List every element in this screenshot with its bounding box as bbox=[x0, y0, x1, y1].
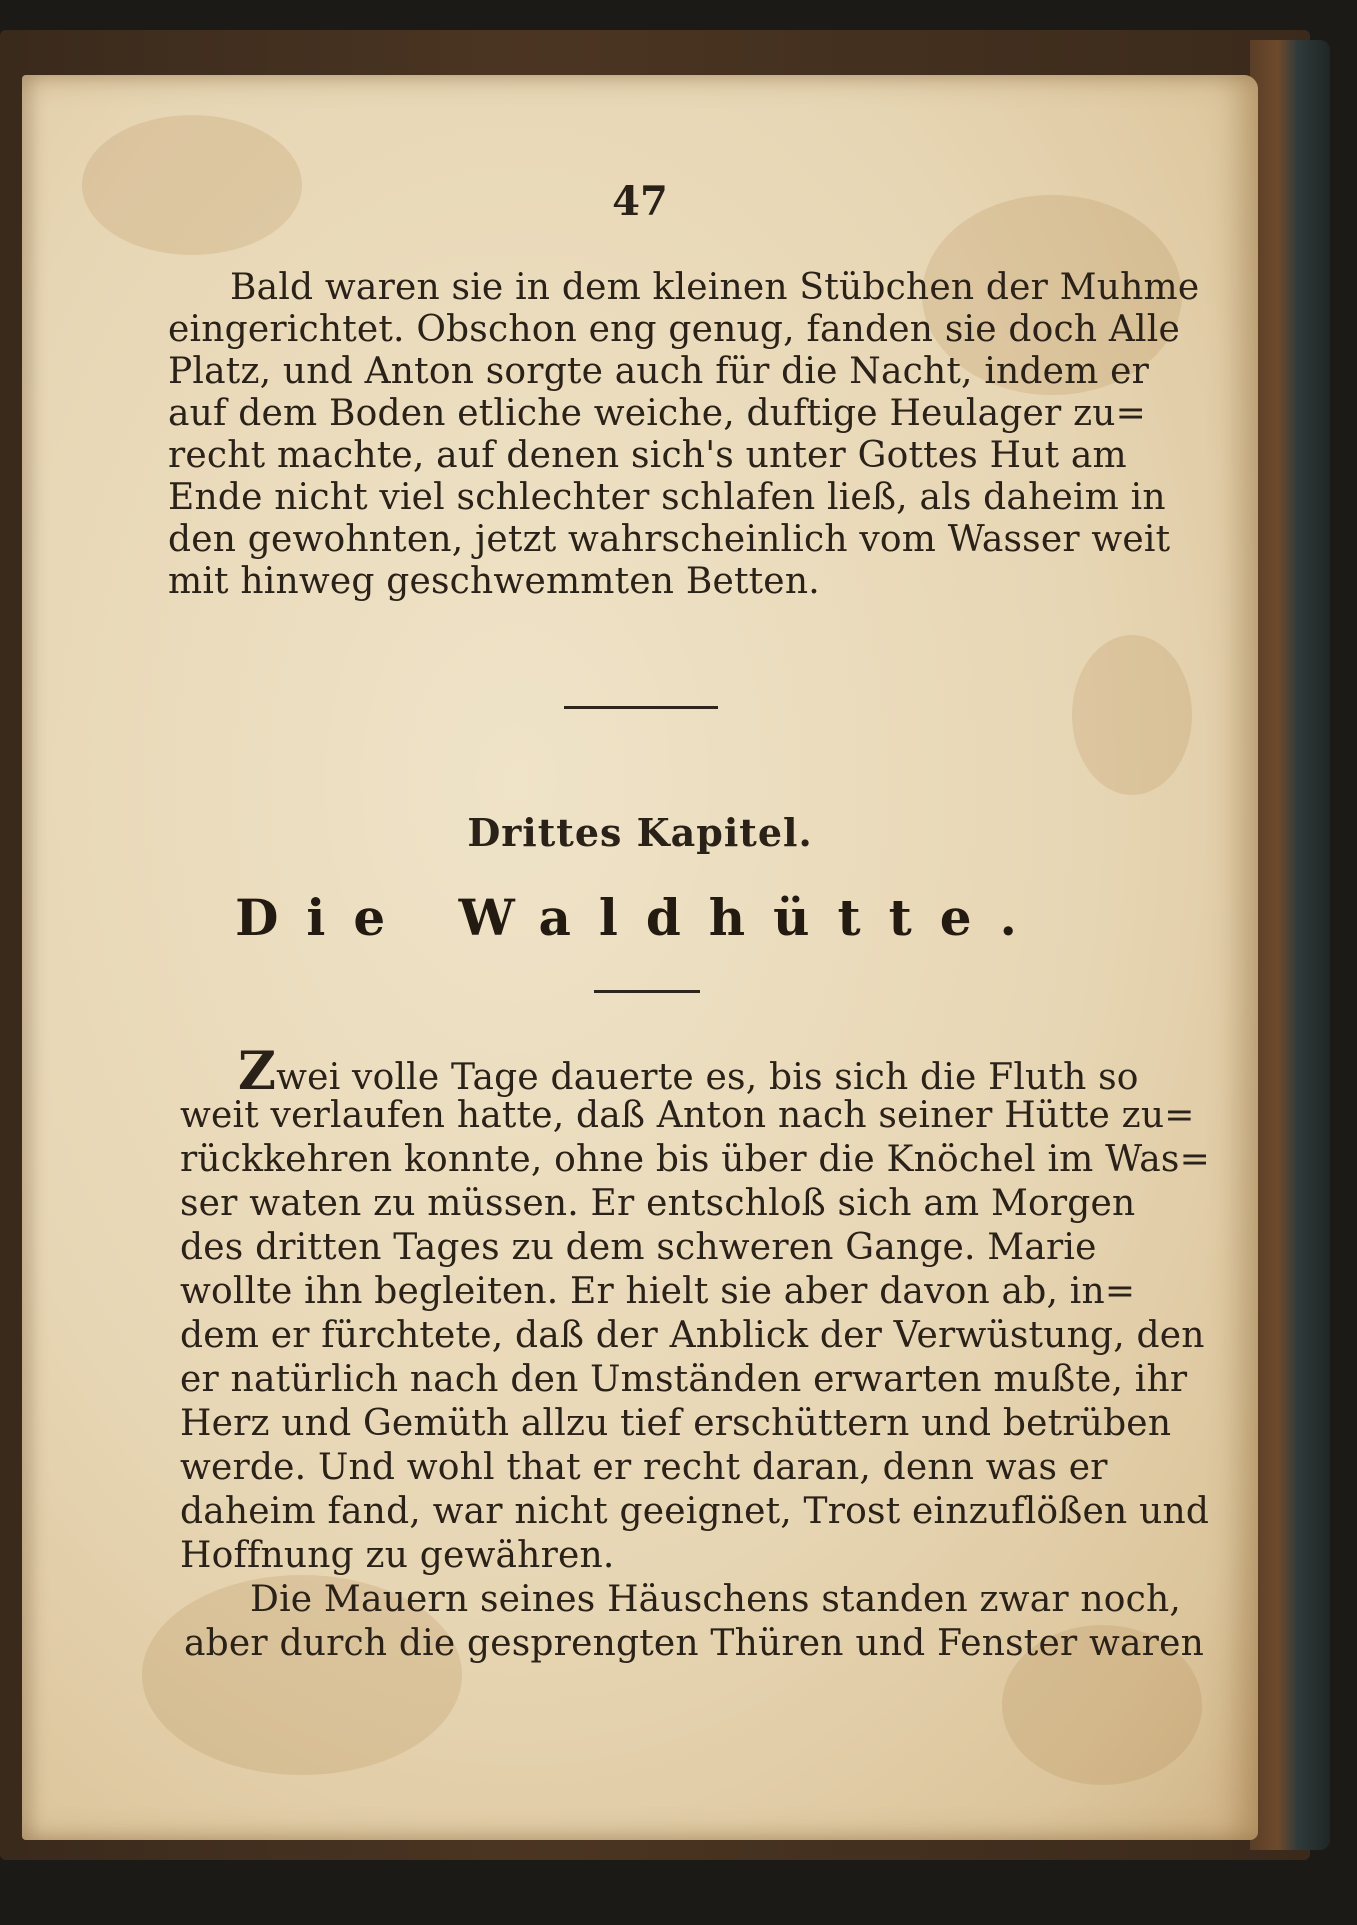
text-line: Herz und Gemüth allzu tief erschüttern und betrüben bbox=[180, 1403, 1172, 1444]
paper-stain bbox=[1072, 635, 1192, 795]
drop-cap: Z bbox=[238, 1041, 277, 1102]
text-line: werde. Und wohl that er recht daran, denn was er bbox=[180, 1447, 1108, 1488]
text-line: auf dem Boden etliche weiche, duftige Heulager zu= bbox=[168, 393, 1147, 434]
text-line: den gewohnten, jetzt wahrscheinlich vom Wasser weit bbox=[168, 519, 1171, 560]
text-line: ser waten zu müssen. Er entschloß sich am Morgen bbox=[180, 1183, 1136, 1224]
text-line-first bbox=[238, 1041, 1139, 1102]
text-line: er natürlich nach den Umständen erwarten mußte, ihr bbox=[180, 1359, 1188, 1400]
page-number: 47 bbox=[612, 178, 668, 225]
text-line: rückkehren konnte, ohne bis über die Knöchel im Was= bbox=[180, 1139, 1210, 1180]
chapter-title: Die Waldhütte. bbox=[235, 888, 1045, 947]
text-line: des dritten Tages zu dem schweren Gange. Marie bbox=[180, 1227, 1097, 1268]
text-line: Platz, und Anton sorgte auch für die Nacht, indem er bbox=[168, 351, 1150, 392]
text-line: eingerichtet. Obschon eng genug, fanden sie doch Alle bbox=[168, 309, 1180, 350]
text-line: recht machte, auf denen sich's unter Gottes Hut am bbox=[168, 435, 1127, 476]
chapter-label: Drittes Kapitel. bbox=[467, 810, 813, 855]
text-line: aber durch die gesprengten Thüren und Fenster waren bbox=[184, 1623, 1204, 1664]
text-line: Bald waren sie in dem kleinen Stübchen der Muhme bbox=[230, 267, 1200, 308]
chapter-divider bbox=[594, 990, 700, 993]
text-line: Die Mauern seines Häuschens standen zwar noch, bbox=[250, 1579, 1182, 1620]
section-divider bbox=[564, 706, 718, 709]
text-line: weit verlaufen hatte, daß Anton nach seiner Hütte zu= bbox=[180, 1095, 1195, 1136]
text-line: dem er fürchtete, daß der Anblick der Verwüstung, den bbox=[180, 1315, 1205, 1356]
text-line: Ende nicht viel schlechter schlafen ließ, als daheim in bbox=[168, 477, 1166, 518]
text-line: wollte ihn begleiten. Er hielt sie aber davon ab, in= bbox=[180, 1271, 1136, 1312]
text-line: Hoffnung zu gewähren. bbox=[180, 1535, 615, 1576]
text-line: daheim fand, war nicht geeignet, Trost einzuflößen und bbox=[180, 1491, 1210, 1532]
text-line: mit hinweg geschwemmten Betten. bbox=[168, 561, 820, 602]
text-line-rest: wei volle Tage dauerte es, bis sich die Fluth so bbox=[276, 1057, 1139, 1098]
